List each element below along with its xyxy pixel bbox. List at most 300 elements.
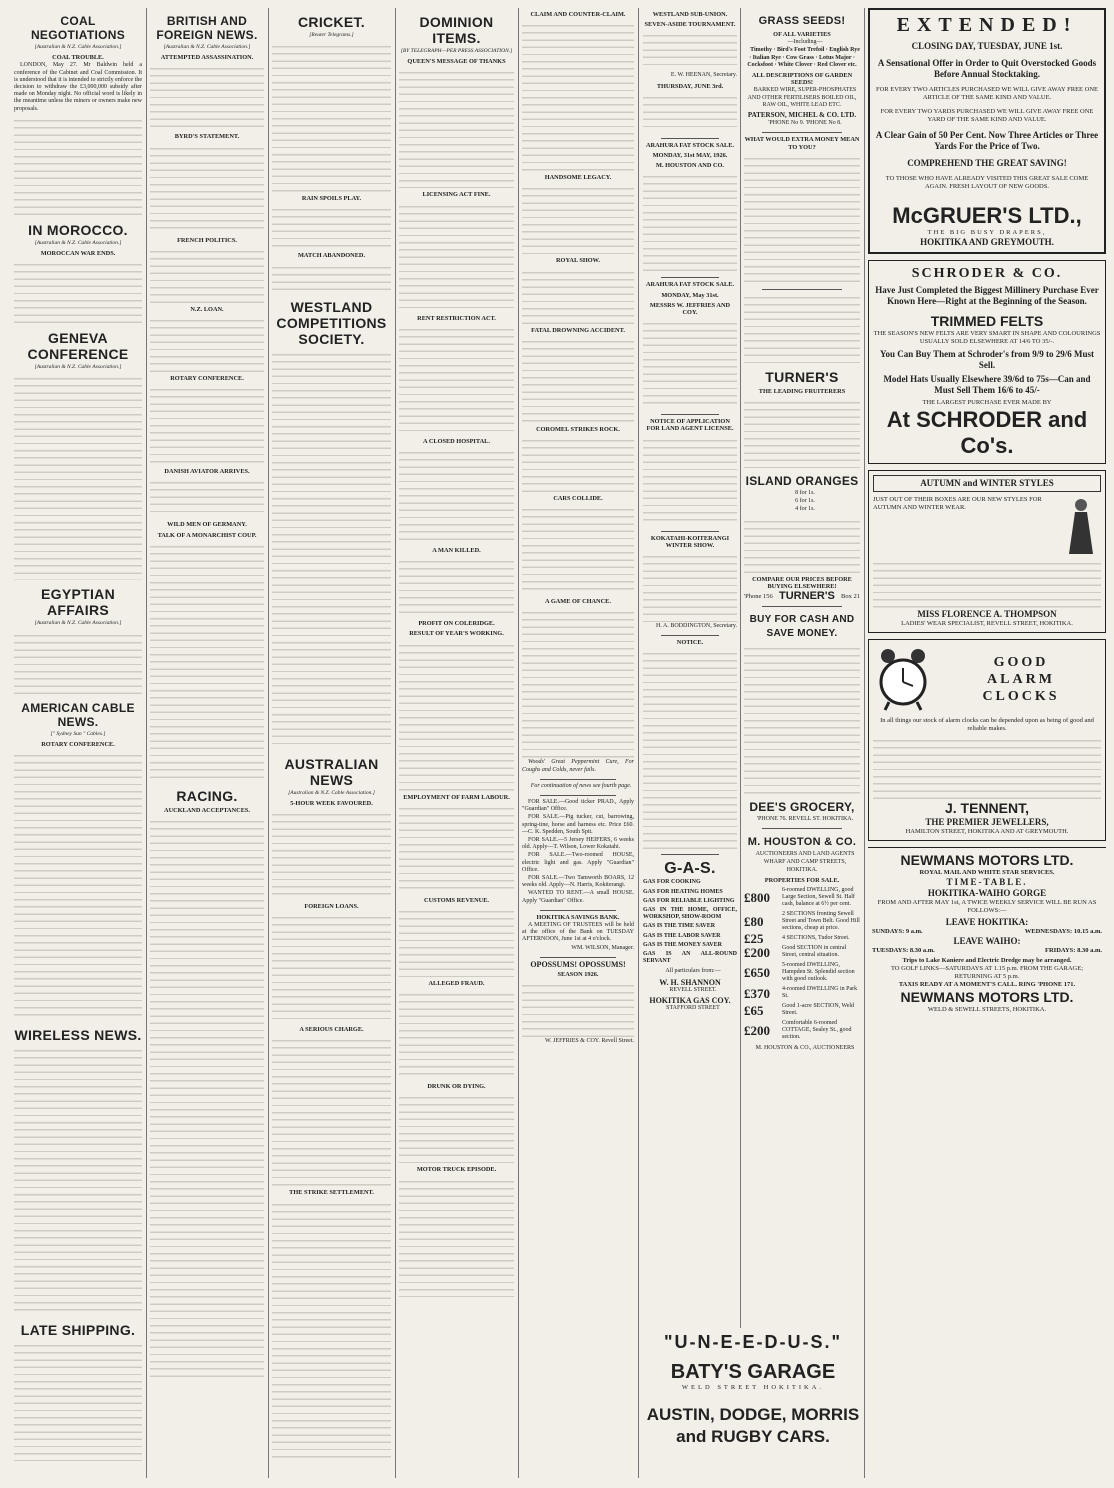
autumn-title: AUTUMN and WINTER STYLES (873, 475, 1101, 492)
column-rule (518, 8, 519, 1478)
notice-body (643, 93, 737, 133)
subhead: ALLEGED FRAUD. (428, 980, 485, 988)
opossums-title: OPOSSUMS! OPOSSUMS! (530, 959, 626, 969)
subhead: ARAHURA FAT STOCK SALE. (645, 281, 735, 289)
seeds-desc: ALL DESCRIPTIONS OF GARDEN SEEDS! (751, 72, 853, 87)
subhead: LICENSING ACT FINE. (422, 191, 491, 199)
divider (540, 779, 616, 780)
seeds-including: —Including— (787, 39, 823, 46)
source-line: [Australian & N.Z. Cable Association.] (34, 44, 122, 50)
article-body (272, 913, 391, 1023)
auctioneer: M. HOUSTON AND CO. (656, 162, 724, 170)
subhead: A CLOSED HOSPITAL. (423, 437, 490, 445)
subhead: THURSDAY, JUNE 3rd. (656, 82, 724, 90)
subhead: RESULT OF YEAR'S WORKING. (409, 630, 504, 638)
article-body (399, 557, 514, 617)
column-rule (146, 8, 147, 1478)
classified-ad: WANTED TO RENT.—A small HOUSE. Apply "Guardian" Office. (522, 890, 634, 904)
houston-sub2: WHARF AND CAMP STREETS, HOKITIKA. (763, 859, 847, 873)
gas-street2: STAFFORD STREET (666, 1005, 720, 1012)
gas-street: REVELL STREET. (669, 986, 717, 993)
divider (661, 531, 719, 532)
buy-cash-title: BUY FOR CASH AND SAVE MONEY. (749, 614, 855, 640)
trimmed-felts: TRIMMED FELTS (930, 313, 1044, 329)
property-desc: 5-roomed DWELLING, Hampden St. Splendid section with good outlook. (782, 962, 855, 983)
property-desc: 4 SECTIONS, Tudor Street. (782, 935, 850, 942)
property-row (744, 1003, 860, 1017)
newmans-title: NEWMANS MOTORS LTD. (900, 852, 1074, 868)
subhead: A GAME OF CHANCE. (545, 598, 611, 606)
golf-links: TO GOLF LINKS—SATURDAYS AT 1.15 p.m. FROM THE GARAGE; RETURNING AT 5 p.m. (890, 965, 1084, 980)
thompson-name: MISS FLORENCE A. THOMPSON (917, 609, 1057, 619)
property-desc: 2 SECTIONS fronting Sewell Street and Town Belt. Good Hill sections, cheap at price. (782, 911, 860, 932)
largest-purchase: THE LARGEST PURCHASE EVER MADE BY (922, 399, 1052, 406)
clocks-header (873, 644, 1101, 714)
headline-geneva: GENEVA CONFERENCE (27, 330, 129, 363)
subhead: WILD MEN OF GERMANY. (167, 521, 247, 529)
article-body (150, 316, 264, 372)
property-desc: 6-roomed DWELLING, good Large Section, Sewell St. Half cash, balance at 6½ per cent. (782, 887, 855, 908)
autumn-text: JUST OUT OF THEIR BOXES ARE OUR NEW STYLES FOR AUTUMN AND WINTER WEAR. (873, 496, 1042, 511)
visit-note: TO THOSE WHO HAVE ALREADY VISITED THIS GREAT SALE COME AGAIN. FRESH LAYOUT OF NEW GOODS. (885, 175, 1089, 190)
column-6 (643, 8, 737, 1478)
tennent-sub: THE PREMIER JEWELLERS, (925, 817, 1049, 827)
article-body (14, 260, 142, 324)
property-price: £800 (744, 889, 770, 905)
article-body (150, 542, 264, 782)
property-row (744, 931, 860, 947)
subhead: RENT RESTRICTION ACT. (417, 314, 496, 322)
subhead: NOTICE. (676, 639, 704, 647)
ad-peppermint: Woods' Great Peppermint Cure, For Coughs and Colds, never fails. (522, 759, 634, 773)
divider (762, 828, 842, 829)
newmans-ad (868, 847, 1106, 1018)
headline-morocco: IN MOROCCO. (28, 221, 128, 238)
article-body (522, 337, 634, 423)
property-row (744, 911, 860, 932)
property-row (744, 962, 860, 983)
tuesdays: TUESDAYS: 8.30 a.m. (872, 947, 935, 954)
continuation-note: For continuation of news see fourth page. (530, 782, 632, 789)
article-body (522, 21, 634, 171)
turner-name: TURNER'S (779, 590, 835, 603)
houston-title: M. HOUSTON & CO. (747, 836, 857, 849)
subhead: MOTOR TRUCK EPISODE. (416, 1166, 497, 1174)
article-body (150, 247, 264, 303)
classified-ad: FOR SALE.—5 Jersey HEIFERS, 6 weeks old. Apply—T. Wilson, Lower Kokatahi. (522, 837, 634, 851)
subhead: WESTLAND SUB-UNION. (652, 11, 728, 18)
gas-line: GAS FOR HEATING HOMES (643, 888, 723, 895)
column-rule (638, 8, 639, 1478)
subhead: FATAL DROWNING ACCIDENT. (531, 326, 625, 334)
autumn-body (873, 496, 1101, 556)
classified-ad: FOR SALE.—Good ticker PRAD., Apply "Guardian" Office. (522, 799, 634, 813)
orange-price: 6 for 1s. (795, 498, 815, 505)
turner-sub: THE LEADING FRUITERERS (758, 387, 846, 395)
turner-box: Box 21 (841, 593, 860, 601)
clocks-word2: ALARM (987, 671, 1055, 687)
ad-body (744, 398, 860, 468)
article-body (150, 817, 264, 1377)
ad-body (744, 154, 860, 284)
article-body (399, 202, 514, 312)
column-3 (272, 8, 391, 1478)
article-body (150, 144, 264, 234)
article-body (399, 1177, 514, 1297)
timetable: TIME-TABLE. (946, 877, 1028, 887)
article-body (150, 478, 264, 518)
clocks-text: In all things our stock of alarm clocks can be depended upon as being of good and reliable makes. (880, 717, 1094, 732)
article-body (14, 751, 142, 1021)
article-body (399, 641, 514, 791)
headline-coal: COAL NEGOTIATIONS (30, 14, 126, 42)
subhead: ROTARY CONFERENCE. (41, 740, 115, 748)
divider (661, 277, 719, 278)
article-body (150, 64, 264, 130)
headline-westland-competitions: WESTLAND COMPETITIONS SOCIETY. (276, 298, 387, 347)
gas-particulars: All particulars from:— (665, 968, 721, 975)
subhead: A MAN KILLED. (432, 547, 481, 555)
source-line: [" Sydney Sun " Cables.] (50, 730, 106, 737)
article-body (399, 448, 514, 544)
article-body (272, 1200, 391, 1460)
clocks-word3: CLOCKS (982, 688, 1060, 704)
route-text: FROM AND AFTER MAY 1st, A TWICE WEEKLY SERVICE WILL BE RUN AS FOLLOWS:— (877, 899, 1097, 914)
article-body (14, 1341, 142, 1461)
column-7 (744, 8, 860, 1478)
seeds-list: Timothy · Bird's Foot Trefoil · English Rye · Italian Rye · Cow Grass · Lotus Major · Cocksfoot · White Clover · Red Clover etc. (747, 47, 860, 68)
opossums-season: SEASON 1926. (557, 971, 599, 979)
notice-body (643, 436, 737, 526)
mcgruer-location: HOKITIKA AND GREYMOUTH. (920, 237, 1054, 247)
notice-body (643, 319, 737, 409)
headline-australian-news: AUSTRALIAN NEWS (284, 755, 379, 788)
dee-title: DEE'S GROCERY, (749, 800, 855, 815)
mcgruer-sub: THE BIG BUSY DRAPERS, (927, 229, 1047, 236)
subhead: FRENCH POLITICS. (177, 236, 237, 244)
fridays: FRIDAYS: 8.30 a.m. (1045, 947, 1102, 954)
thompson-ad (868, 470, 1106, 633)
trips: Trips to Lake Kaniere and Electric Dredge may be arranged. (902, 957, 1072, 964)
gas-line: GAS IN THE HOME, OFFICE, WORKSHOP, SHOW-ROOM (643, 907, 737, 921)
property-row (744, 887, 860, 908)
sundays: SUNDAYS: 9 a.m. (872, 928, 923, 935)
divider (540, 957, 616, 958)
subhead: DRUNK OR DYING. (427, 1083, 486, 1091)
austin-cars: AUSTIN, DODGE, MORRIS and RUGBY CARS. (646, 1405, 860, 1446)
column-rule (268, 8, 269, 1478)
divider (661, 854, 719, 855)
column-2 (150, 8, 264, 1478)
gas-company: HOKITIKA GAS COY. (649, 996, 731, 1006)
compare: COMPARE OUR PRICES BEFORE BUYING ELSEWHERE! (752, 575, 852, 590)
orange-price: 4 for 1s. (795, 506, 815, 513)
headline-british-foreign: BRITISH AND FOREIGN NEWS. (156, 14, 258, 42)
ad-body (744, 517, 860, 573)
property-price: £650 (744, 965, 770, 981)
houston-sale: PROPERTIES FOR SALE. (764, 876, 840, 884)
mcgruer-logo: McGRUER'S LTD., (892, 203, 1082, 228)
article-body (272, 810, 391, 900)
article-body (522, 184, 634, 254)
tennent-loc: HAMILTON STREET, HOKITIKA AND AT GREYMOUTH. (905, 828, 1069, 835)
gas-line: GAS IS THE MONEY SAVER (643, 941, 722, 948)
sensational-offer: A Sensational Offer in Order to Quit Overstocked Goods Before Annual Stocktaking. (877, 58, 1097, 79)
column-5 (522, 8, 634, 1478)
schedule-row (872, 947, 1102, 955)
wednesdays: WEDNESDAYS: 10.15 a.m. (1024, 928, 1102, 935)
subhead: HANDSOME LEGACY. (544, 174, 612, 182)
article-body (14, 1046, 142, 1316)
source-line: [Australian & N.Z. Cable Association.] (34, 620, 122, 627)
closing-day: CLOSING DAY, TUESDAY, JUNE 1st. (911, 41, 1063, 51)
article-body (14, 116, 142, 216)
ad-body (744, 644, 860, 794)
gas-contact: W. H. SHANNON (659, 977, 721, 987)
article-body (272, 350, 391, 750)
property-desc: Comfortable 6-roomed COTTAGE, Sealey St., good section. (782, 1020, 852, 1041)
subhead: ROTARY CONFERENCE. (170, 375, 244, 383)
subhead: ATTEMPTED ASSASSINATION. (160, 54, 254, 62)
subhead: QUEEN'S MESSAGE OF THANKS (407, 58, 506, 66)
bank-notice: A MEETING OF TRUSTEES will be held at the office of the Bank on TUESDAY AFTERNOON, June 1st at 4 o'clock. (522, 922, 634, 943)
subhead: BYRD'S STATEMENT. (174, 133, 240, 141)
classified-ad: FOR SALE.—Two Tamworth BOARS, 12 weeks old. Apply—N. Harris, Kokiterangi. (522, 875, 634, 889)
batys-garage: BATY'S GARAGE (670, 1361, 836, 1383)
source-line: [BY TELEGRAPH—PER PRESS ASSOCIATION.] (400, 48, 513, 54)
schroder-title: SCHRODER & CO. (911, 266, 1063, 281)
subhead: MOROCCAN WAR ENDS. (40, 250, 116, 258)
article-body (399, 804, 514, 894)
article-body (272, 1036, 391, 1186)
extended-title: EXTENDED! (896, 14, 1078, 36)
subhead: CARS COLLIDE. (553, 495, 603, 503)
schroder-ad (868, 260, 1106, 464)
article-body (150, 385, 264, 465)
at-schroder: At SCHRODER and Co's. (886, 407, 1088, 458)
signature: E. W. HEENAN, Secretary. (670, 72, 737, 79)
article-body (272, 263, 391, 293)
turner-title: TURNER'S (765, 368, 839, 385)
property-desc: 4-roomed DWELLING in Park St. (782, 986, 858, 1000)
headline-american-cable: AMERICAN CABLE NEWS. (21, 700, 135, 729)
notice-body (643, 552, 737, 622)
bank-title: HOKITIKA SAVINGS BANK. (536, 913, 620, 921)
headline-cricket: CRICKET. (298, 14, 365, 30)
seeds-sub: OF ALL VARIETIES (773, 31, 831, 38)
ad-body (873, 736, 1101, 800)
houston-sub: AUCTIONEERS AND LAND AGENTS (755, 851, 855, 858)
article-body (272, 42, 391, 192)
column-rule (740, 8, 741, 1478)
property-desc: Good 1-acre SECTION, Weld Street. (782, 1003, 855, 1017)
notice-body (643, 649, 737, 849)
clocks-word1: GOOD (993, 654, 1049, 670)
garage-ad (644, 1328, 862, 1478)
property-price: £370 (744, 985, 770, 1001)
houston-footer: M. HOUSTON & CO., AUCTIONEERS (755, 1045, 855, 1052)
headline-egypt: EGYPTIAN AFFAIRS (41, 586, 115, 619)
subhead: EMPLOYMENT OF FARM LABOUR. (403, 793, 510, 801)
column-1 (14, 8, 142, 1478)
trimmed-buy: You Can Buy Them at Schroder's from 9/9 to 29/6 Must Sell. (879, 349, 1094, 370)
subhead: AUCKLAND ACCEPTANCES. (164, 806, 250, 814)
article-body (522, 505, 634, 595)
subhead: COAL TROUBLE. (52, 54, 104, 62)
clocks-ad (868, 639, 1106, 841)
property-row (744, 945, 860, 959)
offer-p1: FOR EVERY TWO ARTICLES PURCHASED WE WILL GIVE AWAY FREE ONE ARTICLE OF THE SAME KIND AND VALUE. (875, 86, 1099, 101)
subhead: CUSTOMS REVENUE. (424, 896, 489, 904)
seeds-firm: PATERSON, MICHEL & CO. LTD. (747, 111, 857, 120)
article-body (399, 1093, 514, 1163)
schedule-row (872, 928, 1102, 936)
article-text: LONDON, May 27. Mr Baldwin held a conference of the Cabinet and Coal Commission. It is understood that it is intended to strictly enforce the decision to withdraw the £3,000,000 subsidy after made on Monday night. No official word is likely in the meantime unless the miners or owners make new proposals. (14, 62, 142, 112)
money-title: WHAT WOULD EXTRA MONEY MEAN TO YOU? (744, 136, 860, 151)
gas-list (643, 879, 737, 965)
ad-body (873, 559, 1101, 609)
gas-line: GAS IS THE LABOR SAVER (643, 932, 721, 939)
model-hats: Model Hats Usually Elsewhere 39/6d to 75s—Can and Must Sell Them 16/6 to 45/- (883, 374, 1091, 395)
subhead: MONDAY, 31st MAY, 1926. (652, 152, 728, 160)
article-body (522, 436, 634, 492)
divider (762, 132, 842, 133)
orange-price: 8 for 1s. (795, 490, 815, 497)
alarm-clock-icon (873, 644, 933, 714)
property-price: £200 (744, 1023, 770, 1039)
lady-figure-icon (1061, 496, 1101, 556)
opossums-signature: W. JEFFRIES & COY. Revell Street. (544, 1038, 634, 1045)
auctioneer: MESSRS W. JEFFRIES AND COY. (649, 301, 731, 317)
headline-shipping: LATE SHIPPING. (20, 1322, 136, 1339)
article-body (522, 608, 634, 758)
taxis: TAXIS READY AT A MOMENT'S CALL. RING 'PHONE 171. (898, 981, 1076, 988)
subhead: NOTICE OF APPLICATION FOR LAND AGENT LICENSE. (646, 418, 734, 433)
divider (661, 414, 719, 415)
column-8 (868, 8, 1106, 1478)
divider (762, 289, 842, 290)
subhead: TALK OF A MONARCHIST COUP. (157, 531, 257, 539)
property-price: £80 (744, 913, 764, 929)
subhead: MATCH ABANDONED. (297, 252, 366, 260)
route: HOKITIKA-WAIHO GORGE (927, 888, 1047, 898)
source-line: [Australian & N.Z. Cable Association.] (163, 44, 251, 50)
dee-sub: 'PHONE 76. REVELL ST. HOKITIKA. (756, 816, 854, 823)
bank-signature: WM. WILSON, Manager. (571, 944, 634, 951)
subhead: THE STRIKE SETTLEMENT. (289, 1189, 374, 1197)
headline-racing: RACING. (176, 787, 238, 804)
property-desc: Good SECTION in central Street, central situation. (782, 945, 847, 959)
divider (661, 138, 719, 139)
offer-p2: FOR EVERY TWO YARDS PURCHASED WE WILL GIVE AWAY FREE ONE YARD OF THE SAME KIND AND VALUE. (880, 108, 1094, 123)
newmans-title-2: NEWMANS MOTORS LTD. (900, 989, 1074, 1005)
seeds-title: GRASS SEEDS! (758, 15, 846, 27)
article-body (14, 374, 142, 580)
article-body (272, 205, 391, 249)
headline-wireless: WIRELESS NEWS. (14, 1027, 142, 1044)
turner-footer (744, 590, 860, 603)
subhead: ARAHURA FAT STOCK SALE. (645, 141, 735, 149)
column-rule (395, 8, 396, 1478)
property-price: £25 (744, 931, 764, 947)
subhead: COROMEL STRIKES ROCK. (536, 425, 620, 433)
leave-hokitika: LEAVE HOKITIKA: (945, 917, 1029, 927)
property-row (744, 1020, 860, 1041)
uneedus: "U-N-E-E-D-U-S." (663, 1332, 843, 1352)
newmans-sub: ROYAL MAIL AND WHITE STAR SERVICES. (919, 869, 1055, 876)
clear-gain: A Clear Gain of 50 Per Cent. Now Three Articles or Three Yards For the Price of Two. (875, 130, 1099, 151)
headline-dominion: DOMINION ITEMS. (419, 14, 494, 46)
column-4 (399, 8, 514, 1478)
seeds-phone: 'PHONE No 9. 'PHONE No 8. (768, 120, 842, 127)
newmans-sub-2: WELD & SEWELL STREETS, HOKITIKA. (927, 1006, 1047, 1013)
property-price: £65 (744, 1002, 764, 1018)
gas-line: GAS FOR RELIABLE LIGHTING (643, 897, 735, 904)
subhead: PROFIT ON COLERIDGE. (418, 620, 495, 628)
tennent-title: J. TENNENT, (944, 800, 1029, 816)
article-body (399, 990, 514, 1080)
comprehend: COMPREHEND THE GREAT SAVING! (907, 158, 1067, 168)
gas-line: GAS IS AN ALL-ROUND SERVANT (643, 951, 737, 965)
subhead: MONDAY, May 31st. (661, 291, 719, 299)
divider (661, 635, 719, 636)
article-body (399, 907, 514, 977)
property-price: £200 (744, 944, 770, 960)
subhead: KOKATAHI-KOITERANGI WINTER SHOW. (650, 534, 730, 549)
subhead: SEVEN-ASIDE TOURNAMENT. (644, 21, 736, 29)
source-line: [Australian & N.Z. Cable Association.] (34, 239, 122, 246)
subhead: N.Z. LOAN. (190, 305, 224, 313)
divider (762, 606, 842, 607)
subhead: RAIN SPOILS PLAY. (301, 195, 362, 203)
trimmed-text: THE SEASON'S NEW FELTS ARE VERY SMART IN SHAPE AND COLOURINGS USUALLY SOLD ELSEWHERE AT 14/6 TO 35/-. (873, 330, 1101, 345)
seeds-manure: BARKED WIRE, SUPER-PHOSPHATES AND OTHER FERTILISERS BOILED OIL, RAW OIL, WHITE LEAD ETC. (747, 87, 857, 108)
ad-body (522, 981, 634, 1037)
ad-body (744, 293, 860, 363)
classified-ad: FOR SALE.—Two-roomed HOUSE, electric light and gas. Apply "Guardian" Office. (522, 852, 634, 873)
column-rule (864, 8, 865, 1478)
gas-line: GAS FOR COOKING (643, 879, 701, 886)
subhead: A SERIOUS CHARGE. (299, 1026, 364, 1034)
gas-title: G-A-S. (664, 860, 716, 878)
property-row (744, 986, 860, 1000)
subhead: ROYAL SHOW. (556, 257, 600, 265)
article-body (399, 325, 514, 435)
oranges-list (744, 490, 860, 514)
subhead: CLAIM AND COUNTER-CLAIM. (530, 11, 626, 18)
property-list (744, 887, 860, 1041)
leave-waiho: LEAVE WAIHO: (953, 936, 1021, 946)
classified-ad: FOR SALE.—Pig tucker, cut, barrowing, spring-tine, horse and harness etc. Price £60.—C. K. Spedden, South Spit. (522, 814, 634, 835)
article-body (522, 268, 634, 324)
extended-ad (868, 8, 1106, 254)
divider (540, 795, 616, 796)
article-body (14, 631, 142, 695)
notice-body (643, 31, 737, 71)
turner-phone: 'Phone 156 (744, 593, 773, 601)
signature: H. A. BODDINGTON, Secretary. (656, 623, 737, 630)
subhead: FOREIGN LOANS. (304, 903, 359, 911)
source-line: [Australian & N.Z. Cable Association.] (288, 789, 375, 796)
schroder-text: Have Just Completed the Biggest Millinery Purchase Ever Known Here—Right at the Beginning of the Season. (875, 285, 1099, 306)
subhead: DANISH AVIATOR ARRIVES. (164, 468, 250, 476)
source-line: [Australian & N.Z. Cable Association.] (34, 364, 122, 371)
oranges-title: ISLAND ORANGES (745, 474, 859, 489)
source-line: [Reuter Telegrams.] (309, 32, 354, 38)
batys-sub: WELD STREET HOKITIKA. (681, 1384, 825, 1391)
thompson-sub: LADIES' WEAR SPECIALIST, REVELL STREET, HOKITIKA. (901, 620, 1073, 627)
article-body (399, 68, 514, 188)
